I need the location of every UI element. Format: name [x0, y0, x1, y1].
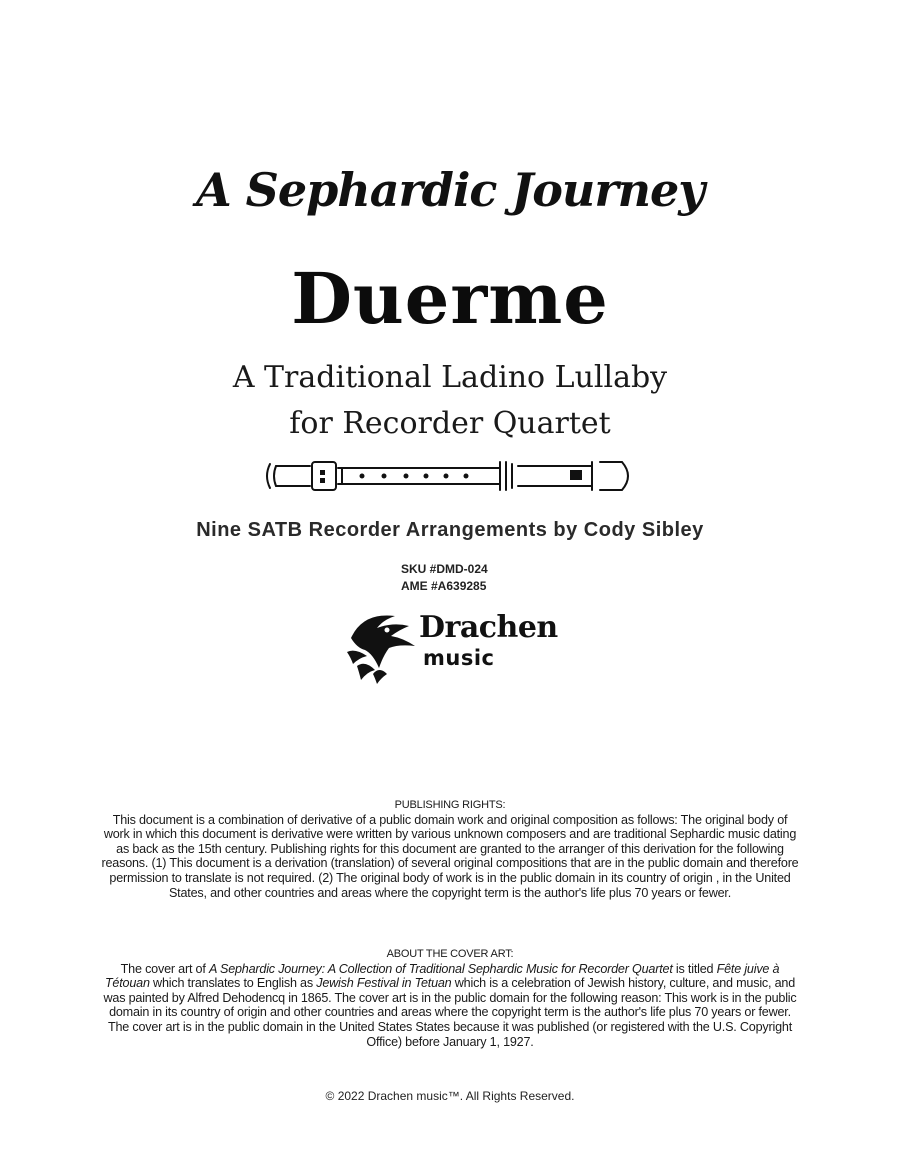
publishing-rights — [100, 798, 800, 900]
dragon-icon — [343, 608, 423, 684]
cover-art-notice — [100, 947, 800, 1049]
series-title: A Sephardic Journey — [195, 163, 705, 217]
painting-title: Fête juive à Tétouan — [104, 961, 780, 991]
subtitle — [0, 355, 900, 447]
collection-title: A Sephardic Journey: A Collection of Traditional Sephardic Music for Recorder Quartet — [208, 961, 673, 976]
ame-number: AME #A639285 — [401, 579, 487, 593]
logo-wordmark-music: music — [423, 646, 495, 670]
subtitle-line-2: for Recorder Quartet — [289, 406, 611, 441]
sku-number: SKU #DMD-024 — [401, 562, 488, 576]
recorder-icon — [262, 456, 638, 496]
copyright-notice: © 2022 Drachen music™. All Rights Reserved. — [325, 1089, 575, 1103]
logo-wordmark-drachen: Drachen — [419, 610, 558, 645]
main-title: Duerme — [291, 257, 609, 340]
drachen-music-logo — [343, 608, 558, 684]
arranger-credit: Nine SATB Recorder Arrangements by Cody Sibley — [196, 519, 704, 541]
cover-art-body: The cover art of A Sephardic Journey: A Collection of Traditional Sephardic Music for Recorder Quartet is titled Fête juive à Tétouan which translates to English as Jewish Festival in Tetuan which is a celebration of Jewish history, culture, and music, and was painted by Alfred Dehodencq in 1865. The cover art is in the public domain for the following reason: This work is in the public domain in its country of origin and other countries and areas where the copyright term is the author's life plus 70 years or fewer. The cover art is in the public domain in the United States States because it was published (or registered with the U.S. Copyright Office) before January 1, 1927. — [103, 961, 797, 1049]
cover-art-heading: ABOUT THE COVER ART: — [386, 948, 514, 960]
identifiers — [0, 561, 900, 595]
subtitle-line-1: A Traditional Ladino Lullaby — [232, 360, 668, 395]
publishing-rights-heading: PUBLISHING RIGHTS: — [394, 799, 506, 811]
english-title: Jewish Festival in Tetuan — [316, 976, 452, 991]
publishing-rights-body: This document is a combination of derivative of a public domain work and original composition as follows: The original body of work in which this document is derivative were written by various unknown composers and are traditional Sephardic music dating as back as the 15th century. Publishing rights for this document are granted to the arranger of this derivation for the following reasons. (1) This document is a derivation (translation) of several original compositions that are in the public domain and therefore permission to translate is not required. (2) The original body of work is in the public domain in its country of origin , in the United States, and other countries and areas where the copyright term is the author's life plus 70 years or fewer. — [101, 812, 799, 900]
